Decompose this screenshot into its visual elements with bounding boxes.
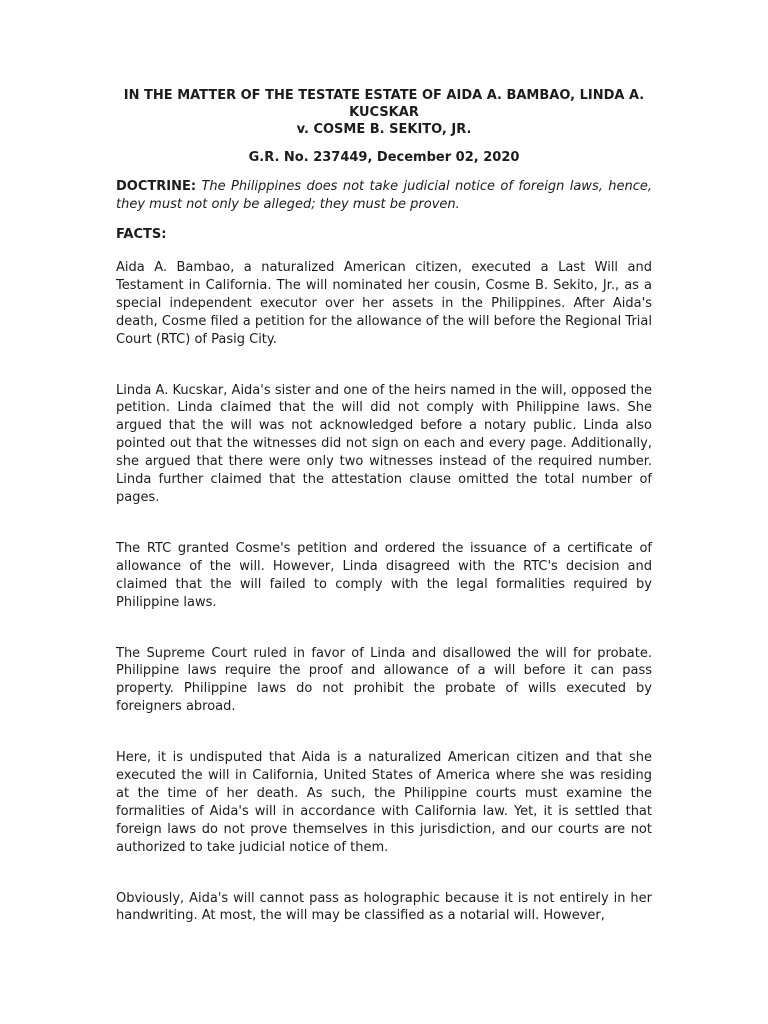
facts-paragraph-1: Aida A. Bambao, a naturalized American citizen, executed a Last Will and Testament in California. The will nominated her cousin, Cosme B. Sekito, Jr., as a special independent executor over her assets in the Philippines. After Aida's death, Cosme filed a petition for the allowance of the will before the Regional Trial Court (RTC) of Pasig City. xyxy=(116,260,652,347)
doctrine-text: The Philippines does not take judicial notice of foreign laws, hence, they must not only be alleged; they must be proven. xyxy=(116,179,652,212)
ruling-paragraph-1: The Supreme Court ruled in favor of Linda and disallowed the will for probate. Philippine laws require the proof and allowance of a will before it can pass property. Philippine laws do not prohibit the probate of wills executed by foreigners abroad. xyxy=(116,645,652,715)
doctrine-label: DOCTRINE: xyxy=(116,179,197,194)
case-title-line-1: IN THE MATTER OF THE TESTATE ESTATE OF AIDA A. BAMBAO, LINDA A. KUCSKAR xyxy=(123,88,645,120)
doctrine-section xyxy=(116,178,652,213)
case-title-line-2: v. COSME B. SEKITO, JR. xyxy=(296,122,472,137)
facts-heading: FACTS: xyxy=(116,227,167,242)
ruling-paragraph-3: Obviously, Aida's will cannot pass as holographic because it is not entirely in her handwriting. At most, the will may be classified as a notarial will. However, xyxy=(116,890,652,924)
document-page xyxy=(116,87,652,925)
case-citation: G.R. No. 237449, December 02, 2020 xyxy=(248,150,520,165)
facts-paragraph-2: Linda A. Kucskar, Aida's sister and one of the heirs named in the will, opposed the petition. Linda claimed that the will did not comply with Philippine laws. She argued that the will was not acknowledged before a notary public. Linda also pointed out that the witnesses did not sign on each and every page. Additionally, she argued that there were only two witnesses instead of the required number. Linda further claimed that the attestation clause omitted the total number of pages. xyxy=(116,382,652,505)
case-title xyxy=(116,87,652,138)
facts-paragraph-3: The RTC granted Cosme's petition and ordered the issuance of a certificate of allowance of the will. However, Linda disagreed with the RTC's decision and claimed that the will failed to comply with the legal formalities required by Philippine laws. xyxy=(116,540,652,610)
ruling-paragraph-2: Here, it is undisputed that Aida is a naturalized American citizen and that she executed the will in California, United States of America where she was residing at the time of her death. As such, the Philippine courts must examine the formalities of Aida's will in accordance with California law. Yet, it is settled that foreign laws do not prove themselves in this jurisdiction, and our courts are not authorized to take judicial notice of them. xyxy=(116,750,652,855)
